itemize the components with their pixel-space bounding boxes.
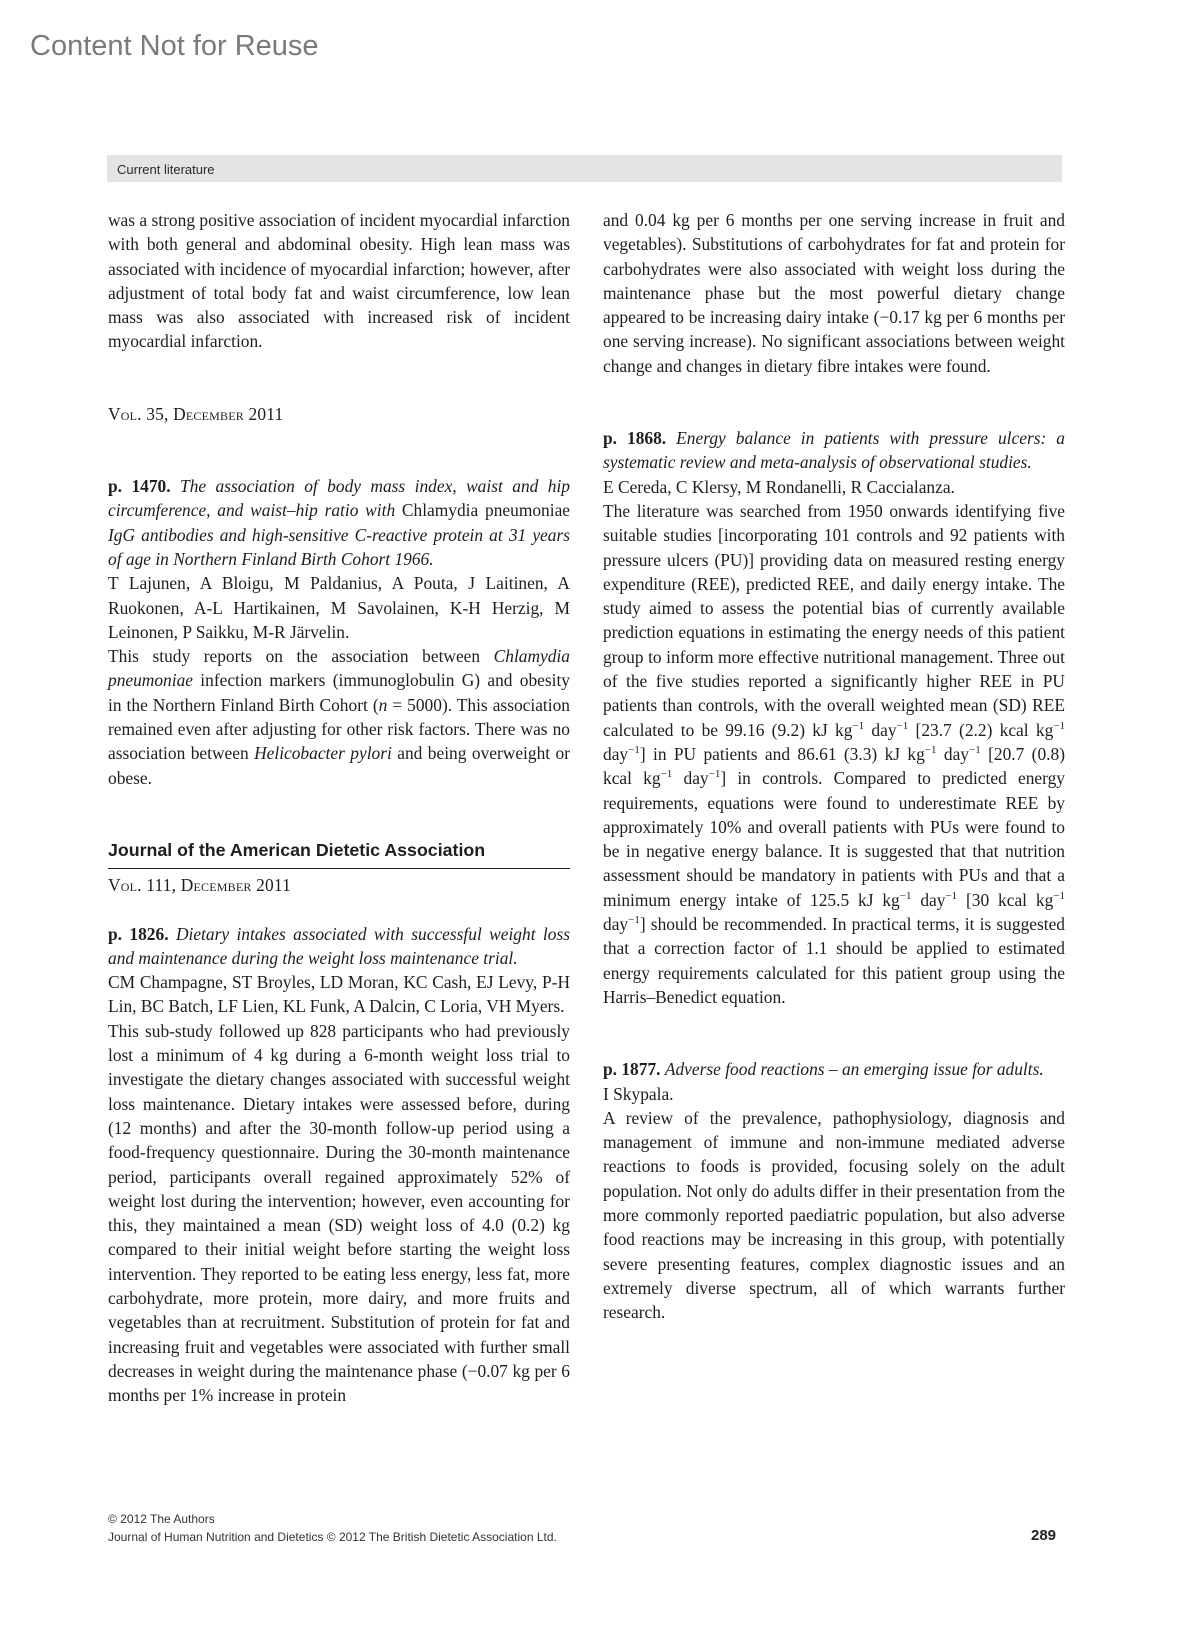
- continued-abstract: and 0.04 kg per 6 months per one serving increase in fruit and vegetables). Substitutions of carbohydrates for fat and protein for carbohydrates were also associated with weight loss during the maintenance phase but the most powerful dietary change appeared to be increasing dairy intake (−0.17 kg per 6 months per one serving increase). No significant associations between weight change and changes in dietary fibre intakes were found.: [603, 210, 1065, 376]
- article-abstract: The literature was searched from 1950 onwards identifying five suitable studies [incorporating 101 controls and 92 patients with pressure ulcers (PU)] providing data on measured resting energy expenditure (REE), predicted REE, and daily energy intake. The study aimed to assess the potential bias of currently available prediction equations in estimating the energy needs of this patient group to inform more effective nutritional management. Three out of the five studies reported a significantly higher REE in PU patients than controls, with the overall weighted mean (SD) REE calculated to be 99.16 (9.2) kJ $kg^{-1}$ day$^{-1}$ [23.7 (2.2) kcal $kg^{-1}$ day$^{-1}$] in PU patients and 86.61 (3.3) kJ $kg^{-1}$ day$^{-1}$ [20.7 (0.8) kcal $kg^{-1}$ day$^{-1}$] in controls. Compared to predicted energy requirements, equations were found to underestimate REE by approximately 10% and overall patients with PUs were found to be in negative energy balance. It is suggested that that nutrition assessment should be mandatory in patients with PUs and that a minimum energy intake of 125.5 kJ $kg^{-1}$ day$^{-1}$ [30 kcal $kg^{-1}$ day$^{-1}$] should be recommended. In practical terms, it is suggested that a correction factor of 1.1 should be applied to estimated energy requirements calculated for this patient group using the Harris–Benedict equation.: [603, 500, 1065, 1007]
- running-header: Current literature: [117, 162, 215, 177]
- footer-copyright: © 2012 The Authors: [108, 1512, 215, 1526]
- article-abstract: This sub-study followed up 828 participants who had previously lost a minimum of 4 kg during a 6-month weight loss trial to investigate the dietary changes associated with successful weight loss maintenance. Dietary intakes were assessed before, during (12 months) and after the 30-month follow-up period using a food-frequency questionnaire. During the 30-month maintenance period, participants overall regained approximately 52% of weight lost during the intervention; however, even accounting for this, they maintained a mean (SD) weight loss of 4.0 (0.2) kg compared to their initial weight before starting the weight loss intervention. They reported to be eating less energy, less fat, more carbohydrate, more protein, more dairy, and more fruits and vegetables than at recruitment. Substitution of protein for fat and increasing fruit and vegetables were associated with further small decreases in weight during the maintenance phase (−0.07 kg per 6 months per 1% increase in protein: [108, 1020, 570, 1406]
- article-citation: [603, 1057, 1065, 1081]
- page-number: 289: [1031, 1527, 1057, 1544]
- page-reference: p. 1877.: [603, 1059, 661, 1080]
- article-title: Energy balance in patients with pressure ulcers: a systematic review and meta-analysis of observational studies.: [603, 428, 1065, 473]
- volume-heading: Vol. 111, December 2011: [108, 875, 292, 896]
- watermark: Content Not for Reuse: [30, 30, 319, 62]
- article-abstract: A review of the prevalence, pathophysiology, diagnosis and management of immune and non-immune mediated adverse reactions to foods is provided, focusing solely on the adult population. Not only do adults differ in their presentation from the more commonly reported paediatric population, but also adverse food reactions may be increasing in this group, with potentially severe presenting features, complex diagnostic issues and an extremely diverse spectrum, all of which warrants further research.: [603, 1107, 1065, 1323]
- article-citation: [108, 474, 570, 571]
- article-authors: CM Champagne, ST Broyles, LD Moran, KC Cash, EJ Levy, P-H Lin, BC Batch, LF Lien, KL Funk, A Dalcin, C Loria, VH Myers.: [108, 972, 570, 1017]
- page-reference: p. 1826.: [108, 923, 169, 944]
- continued-abstract: was a strong positive association of incident myocardial infarction with both general and abdominal obesity. High lean mass was associated with incidence of myocardial infarction; however, after adjustment of total body fat and waist circumference, low lean mass was also associated with increased risk of incident myocardial infarction.: [108, 210, 570, 352]
- article-abstract: This study reports on the association between Chlamydia pneumoniae infection markers (immunoglobulin G) and obesity in the Northern Finland Birth Cohort (n = 5000). This association remained even after adjusting for other risk factors. There was no association between Helicobacter pylori and being overweight or obese.: [108, 646, 571, 788]
- article-title: Dietary intakes associated with successful weight loss and maintenance during the weight loss maintenance trial.: [108, 923, 570, 968]
- article-citation: [108, 922, 570, 971]
- footer-journal: Journal of Human Nutrition and Dietetics © 2012 The British Dietetic Association Ltd.: [108, 1530, 557, 1544]
- article-authors: T Lajunen, A Bloigu, M Paldanius, A Pouta, J Laitinen, A Ruokonen, A-L Hartikainen, M Savolainen, K-H Herzig, M Leinonen, P Saikku, M-R Järvelin.: [108, 573, 570, 642]
- running-header-bar: [107, 155, 1062, 182]
- article-citation: [603, 426, 1065, 475]
- article-title: Adverse food reactions – an emerging issue for adults.: [664, 1059, 1044, 1080]
- page-reference: p. 1470.: [108, 476, 171, 497]
- left-column: [108, 208, 570, 1407]
- article-title: The association of body mass index, waist and hip circumference, and waist–hip ratio with Chlamydia pneumoniae IgG antibodies and high-sensitive C-reactive protein at 31 years of age in Northern Finland Birth Cohort 1966.: [108, 476, 571, 569]
- right-column: [603, 208, 1065, 1324]
- page-reference: p. 1868.: [603, 428, 667, 449]
- article-authors: I Skypala.: [603, 1083, 674, 1104]
- article-authors: E Cereda, C Klersy, M Rondanelli, R Caccialanza.: [603, 476, 955, 497]
- journal-heading: Journal of the American Dietetic Association: [108, 838, 570, 869]
- volume-heading: Vol. 35, December 2011: [108, 403, 284, 424]
